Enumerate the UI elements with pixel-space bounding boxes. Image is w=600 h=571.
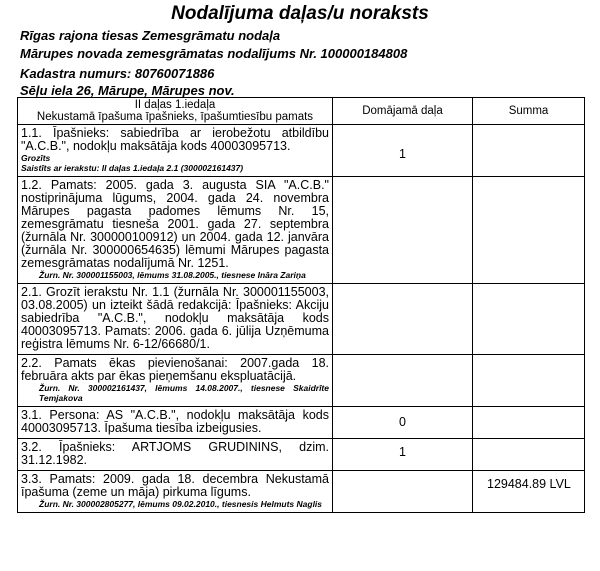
entry-link-note: Saistīts ar ierakstu: II daļas 1.iedaļa 2.1 (300002161437): [21, 163, 244, 173]
entry-note: Grozīts: [21, 153, 51, 163]
entry-note: Žurn. Nr. 300001155003, lēmums 31.08.2005., tiesnese Ināra Zariņa: [39, 270, 306, 280]
share-cell: 0: [333, 407, 473, 439]
court-name: Rīgas rajona tiesas Zemesgrāmatu nodaļa: [20, 28, 281, 43]
sum-cell: [473, 355, 585, 407]
sum-cell: [473, 439, 585, 471]
entry-cell: [18, 125, 333, 177]
entry-cell: [18, 177, 333, 284]
column-header-owner-line2: Nekustamā īpašuma īpašnieks, īpašumtiesību pamats: [36, 111, 314, 123]
entry-note: Žurn. Nr. 300002161437, lēmums 14.08.2007., tiesnese Skaidrīte Temjakova: [39, 383, 329, 403]
column-header-owner-line1: II daļas 1.iedaļa: [134, 99, 216, 111]
sum-cell: [473, 177, 585, 284]
table-row: [18, 439, 585, 471]
entry-cell: [18, 471, 333, 513]
table-row: [18, 471, 585, 513]
entry-cell: [18, 407, 333, 439]
table-header-row: [18, 98, 585, 125]
table-row: [18, 125, 585, 177]
entry-cell: [18, 284, 333, 355]
page-title: Nodalījuma daļas/u noraksts: [171, 3, 429, 24]
entry-text: 2.1. Grozīt ierakstu Nr. 1.1 (žurnāla Nr. 300001155003, 03.08.2005) un izteikt šādā redakcijā: Īpašnieks: Akciju sabiedrība "A.C.B.", nodokļu maksātāja kods 40003095713. Pamats: 2006. gada 6. jūlija Uzņēmuma reģistra lēmums Nr. 6-12/66680/1.: [21, 285, 329, 351]
share-cell: [333, 284, 473, 355]
entry-cell: [18, 439, 333, 471]
entry-text: 3.1. Persona: AS "A.C.B.", nodokļu maksātāja kods 40003095713. Īpašuma tiesība izbeigusies.: [21, 408, 329, 435]
entry-text: 3.3. Pamats: 2009. gada 18. decembra Nekustamā īpašuma (zeme un māja) pirkuma līgums.: [21, 472, 329, 499]
share-cell: [333, 177, 473, 284]
entry-text: 2.2. Pamats ēkas pievienošanai: 2007.gada 18. februāra akts par ēkas pieņemšanu ekspluatācijā.: [21, 356, 329, 383]
property-address: Sēļu iela 26, Mārupe, Mārupes nov.: [20, 83, 235, 98]
share-cell: [333, 355, 473, 407]
share-cell: [333, 471, 473, 513]
sum-cell: [473, 284, 585, 355]
sum-cell: [473, 407, 585, 439]
section-number: Mārupes novada zemesgrāmatas nodalījums Nr. 100000184808: [20, 46, 408, 61]
ownership-table: [17, 97, 585, 513]
table-row: [18, 355, 585, 407]
entry-text: 1.2. Pamats: 2005. gada 3. augusta SIA "A.C.B." nostiprinājuma lūgums, 2004. gada 24. novembra Mārupes pagasta padomes lēmums Nr. 15, zemesgrāmatu tiesneša 2001. gada 27. septembra (žurnāla Nr. 300000100912) un 2004. gada 12. janvāra (žurnāla Nr. 300000654635) lēmumi Mārupes pagasta zemesgrāmatas nodalījumā Nr. 1251.: [21, 178, 329, 270]
entry-text: 3.2. Īpašnieks: ARTJOMS GRUDININS, dzim. 31.12.1982.: [21, 440, 329, 467]
share-cell: 1: [333, 439, 473, 471]
share-cell: 1: [333, 125, 473, 177]
table-row: [18, 284, 585, 355]
column-header-share: Domājamā daļa: [333, 98, 473, 125]
sum-cell: 129484.89 LVL: [473, 471, 585, 513]
table-row: [18, 177, 585, 284]
column-header-owner: [18, 98, 333, 125]
entry-note: Žurn. Nr. 300002805277, lēmums 09.02.2010., tiesnesis Helmuts Naglis: [39, 499, 323, 509]
column-header-sum: Summa: [473, 98, 585, 125]
sum-cell: [473, 125, 585, 177]
entry-text: 1.1. Īpašnieks: sabiedrība ar ierobežotu atbildību "A.C.B.", nodokļu maksātāja kods 40003095713.: [21, 126, 329, 153]
cadastre-number: Kadastra numurs: 80760071886: [20, 66, 215, 81]
table-row: [18, 407, 585, 439]
entry-cell: [18, 355, 333, 407]
